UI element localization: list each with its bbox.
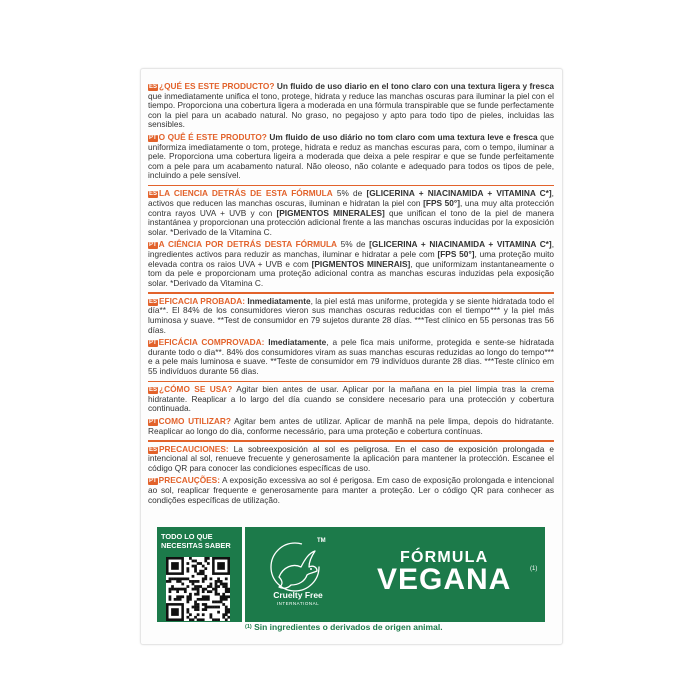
badge-es: ES [149,387,158,394]
divider [148,292,554,294]
section-title: A CIÊNCIA POR DETRÁS DESTA FÓRMULA [158,239,338,250]
badge-pt: PT [149,418,157,425]
cruelty-free-label: Cruelty Free [273,590,323,600]
section-title: COMO UTILIZAR? [158,415,231,426]
section-title: PRECAUCIONES: [159,443,229,454]
badge-es: ES [149,298,158,305]
badge-es: ES [149,191,158,198]
footnote [245,622,545,632]
section-title: O QUÊ É ESTE PRODUTO? [158,131,267,142]
section-ciencia-es: ES LA CIENCIA DETRÁS DE ESTA FÓRMULA 5% de [GLICERINA + NIACINAMIDA + VITAMINA C*], activos que reducen las manchas oscuras, iluminan e hidratan la piel con [FPS 50°], una muy alta protección contra rayos UVA + UVB y con [PIGMENTOS MINERALES] que unifican el tono de la piel de manera instantánea y proporcionan una protección adicional frente a las manchas oscuras inducidas por la exposición solar. *Derivado de la Vitamina C. [148,188,555,237]
section-title: ¿QUÉ ES ESTE PRODUCTO? [159,81,275,91]
qr-code-icon [166,557,230,621]
section-title: ¿CÓMO SE USA? [159,384,233,395]
section-que-es: ES ¿QUÉ ES ESTE PRODUCTO? Un fluido de uso diario en el tono claro con una textura ligera y fresca que inmediatamente unifica el tono, protege, hidrata y reduce las manchas oscuras para iluminar la piel con el tiempo. Proporciona una cobertura ligera a moderada en una fórmula transpirable que se funde perfectamente con la piel para un acabado natural. No graso, no pegajoso y apto para todo tipo de pieles, incluidas las sensibles. [148,81,554,130]
footnote-ref: (1) [530,566,538,572]
section-title: EFICACIA PROBADA: [159,295,246,306]
section-title: PRECAUÇÕES: [158,475,220,486]
vegan-panel [245,527,545,622]
formula-label: FÓRMULA [400,549,489,566]
trademark-mark: TM [317,538,326,544]
label-content [148,82,554,505]
section-eficacia-pt: PT EFICÁCIA COMPROVADA: Imediatamente, a pele fica mais uniforme, protegida e sente-se hidratada durante todo o dia**. 84% dos consumidores viram as suas manchas escuras reduzidas ao longo do tempo*** e a pele mais luminosa e suave. **Teste de consumidor em 79 indivíduos durante 28 dias. ***Teste clínico em 55 indivíduos durante 56 dias. [148,337,555,377]
qr-code[interactable] [166,557,230,621]
section-ciencia-pt: PT A CIÊNCIA POR DETRÁS DESTA FÓRMULA 5% de [GLICERINA + NIACINAMIDA + VITAMINA C*], ingredientes activos para reduzir as manchas, iluminar e hidratar a pele com [FPS 50°], uma proteção muito elevada contra os raios UVA + UVB e com [PIGMENTOS MINERAIS], que uniformizam instantaneamente o tom da pele e proporcionam uma proteção adicional contra as manchas escuras induzidas pela exposição solar. *Derivado da Vitamina C. [148,239,555,288]
divider [148,185,554,187]
section-title: LA CIENCIA DETRÁS DE ESTA FÓRMULA [159,188,333,199]
badge-pt: PT [149,478,157,485]
qr-title: TODO LO QUE NECESITAS SABER [161,532,231,550]
badge-pt: PT [149,134,157,141]
badge-es: ES [149,84,158,90]
vegana-label: VEGANA [377,563,512,596]
footnote-text: Sin ingredientes o derivados de origen animal. [251,622,443,632]
divider [148,381,554,383]
badge-es: ES [149,446,158,453]
divider [148,440,554,442]
badge-pt: PT [149,340,157,347]
cruelty-free-sub: INTERNATIONAL [276,601,320,606]
footnote-marker: (1) [245,624,252,630]
badge-pt: PT [149,242,157,249]
qr-panel [157,527,242,622]
section-uso-pt: PT COMO UTILIZAR? Agitar bem antes de utilizar. Aplicar de manhã na pele limpa, depois do hidratante. Reaplicar ao longo do dia, conforme necessário, para uma proteção e cobertura contínuas. [148,415,554,436]
section-precauciones-es: ES PRECAUCIONES: La sobreexposición al sol es peligrosa. En el caso de exposición prolongada e intencional al sol, renueve frecuente y generosamente la aplicación para mantener la protección. Escanee el código QR para conocer las condiciones específicas de uso. [148,443,554,473]
section-title: EFICÁCIA COMPROVADA: [158,337,265,348]
section-eficacia-es: ES EFICACIA PROBADA: Inmediatamente, la piel está mas uniforme, protegida y se siente hidratada todo el día**. El 84% de los consumidores vieron sus manchas oscuras reducidas con el tiempo*** y la piel más luminosa y suave. **Test de consumidor en 79 sujetos durante 28 días. ***Test clínico en 55 personas tras 56 días. [148,295,554,335]
section-o-que-e: PT O QUÊ É ESTE PRODUTO? Um fluido de uso diário no tom claro com uma textura leve e fresca que uniformiza imediatamente o tom, protege, hidrata e reduz as manchas escuras para, com o tempo, iluminar a pele. Proporciona uma cobertura ligeira a moderada que deixa a pele respirar e que se funde perfeitamente com a pele para um acabamento natural. Não oleoso, não colante e adequado para todos os tipos de pele, incluindo a pele sensível. [148,131,554,181]
section-uso-es: ES ¿CÓMO SE USA? Agitar bien antes de usar. Aplicar por la mañana en la piel limpia tras la crema hidratante. Reaplicar a lo largo del día cuando se considere necesario para una protección y cobertura continuada. [148,384,554,414]
section-precaucoes-pt: PT PRECAUÇÕES: A exposição excessiva ao sol é perigosa. Em caso de exposição prolongada e intencional ao sol, reaplicar frequente e generosamente para manter a proteção. Ler o código QR para conhecer as condições específicas de utilização. [148,475,554,505]
